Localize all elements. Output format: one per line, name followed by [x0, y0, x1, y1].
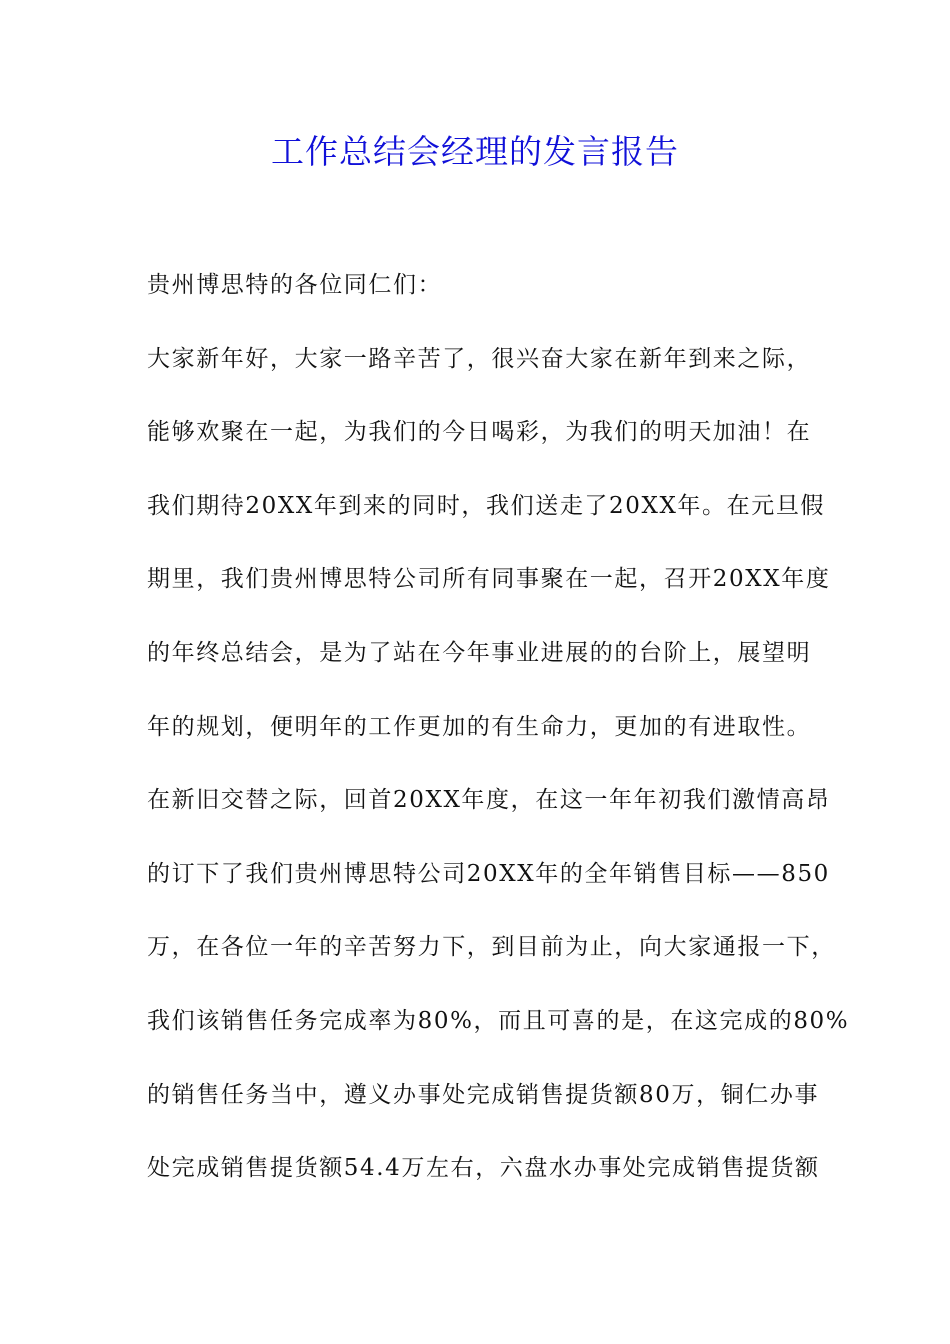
- body-line: 我们期待20XX年到来的同时，我们送走了20XX年。在元旦假: [147, 492, 826, 519]
- body-line: 的销售任务当中，遵义办事处完成销售提货额80万，铜仁办事: [147, 1081, 820, 1108]
- body-line: 万，在各位一年的辛苦努力下，到目前为止，向大家通报一下，: [147, 934, 836, 961]
- body-line: 的年终总结会，是为了站在今年事业进展的的台阶上，展望明: [147, 639, 812, 666]
- body-line-greeting: 贵州博思特的各位同仁们：: [147, 272, 443, 298]
- body-line: 期里，我们贵州博思特公司所有同事聚在一起，召开20XX年度: [147, 566, 831, 593]
- body-line: 处完成销售提货额54.4万左右，六盘水办事处完成销售提货额: [147, 1155, 820, 1182]
- body-line: 年的规划，便明年的工作更加的有生命力，更加的有进取性。: [147, 713, 812, 740]
- document-body: [147, 262, 850, 1219]
- body-line: 我们该销售任务完成率为80%，而且可喜的是，在这完成的80%: [147, 1007, 850, 1034]
- body-line: 能够欢聚在一起，为我们的今日喝彩，为我们的明天加油！在: [147, 419, 812, 446]
- body-line: 在新旧交替之际，回首20XX年度，在这一年年初我们激情高昂: [147, 787, 831, 814]
- body-line: 大家新年好，大家一路辛苦了，很兴奋大家在新年到来之际，: [147, 345, 812, 372]
- body-line: 的订下了我们贵州博思特公司20XX年的全年销售目标——850: [147, 860, 830, 887]
- document-title: 工作总结会经理的发言报告: [271, 132, 679, 171]
